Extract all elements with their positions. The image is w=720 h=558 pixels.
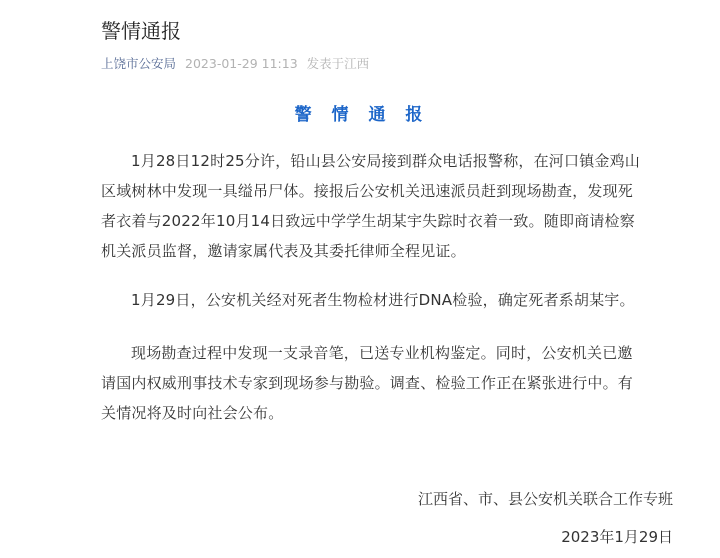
account-name-link[interactable]: 上饶市公安局 — [101, 56, 177, 71]
paragraph-line: 关情况将及时向社会公布。 — [101, 404, 284, 422]
page-title: 警情通报 — [101, 19, 181, 43]
signature-organization: 江西省、市、县公安机关联合工作专班 — [417, 490, 673, 508]
paragraph-line: 1月29日，公安机关经对死者生物检材进行DNA检验，确定死者系胡某宇。 — [131, 291, 635, 309]
paragraph-line: 者衣着与2022年10月14日致远中学学生胡某宇失踪时衣着一致。随即商请检察 — [101, 212, 635, 230]
paragraph-3 — [101, 338, 681, 428]
paragraph-1 — [101, 146, 681, 266]
paragraph-line: 机关派员监督，邀请家属代表及其委托律师全程见证。 — [101, 242, 466, 260]
paragraph-line: 请国内权威刑事技术专家到现场参与勘验。调查、检验工作正在紧张进行中。有 — [101, 374, 634, 392]
paragraph-line: 区域树林中发现一具缢吊尸体。接报后公安机关迅速派员赶到现场勘查，发现死 — [101, 182, 634, 200]
paragraph-line: 1月28日12时25分许，铅山县公安局接到群众电话报警称，在河口镇金鸡山 — [131, 152, 641, 170]
paragraph-line: 现场勘查过程中发现一支录音笔，已送专业机构鉴定。同时，公安机关已邀 — [131, 344, 633, 362]
signature-date: 2023年1月29日 — [561, 528, 673, 546]
notice-heading: 警 情 通 报 — [294, 105, 430, 125]
paragraph-2 — [101, 285, 681, 315]
article-meta — [101, 55, 369, 73]
publish-location: 发表于江西 — [306, 56, 370, 71]
publish-time: 2023-01-29 11:13 — [185, 56, 298, 71]
